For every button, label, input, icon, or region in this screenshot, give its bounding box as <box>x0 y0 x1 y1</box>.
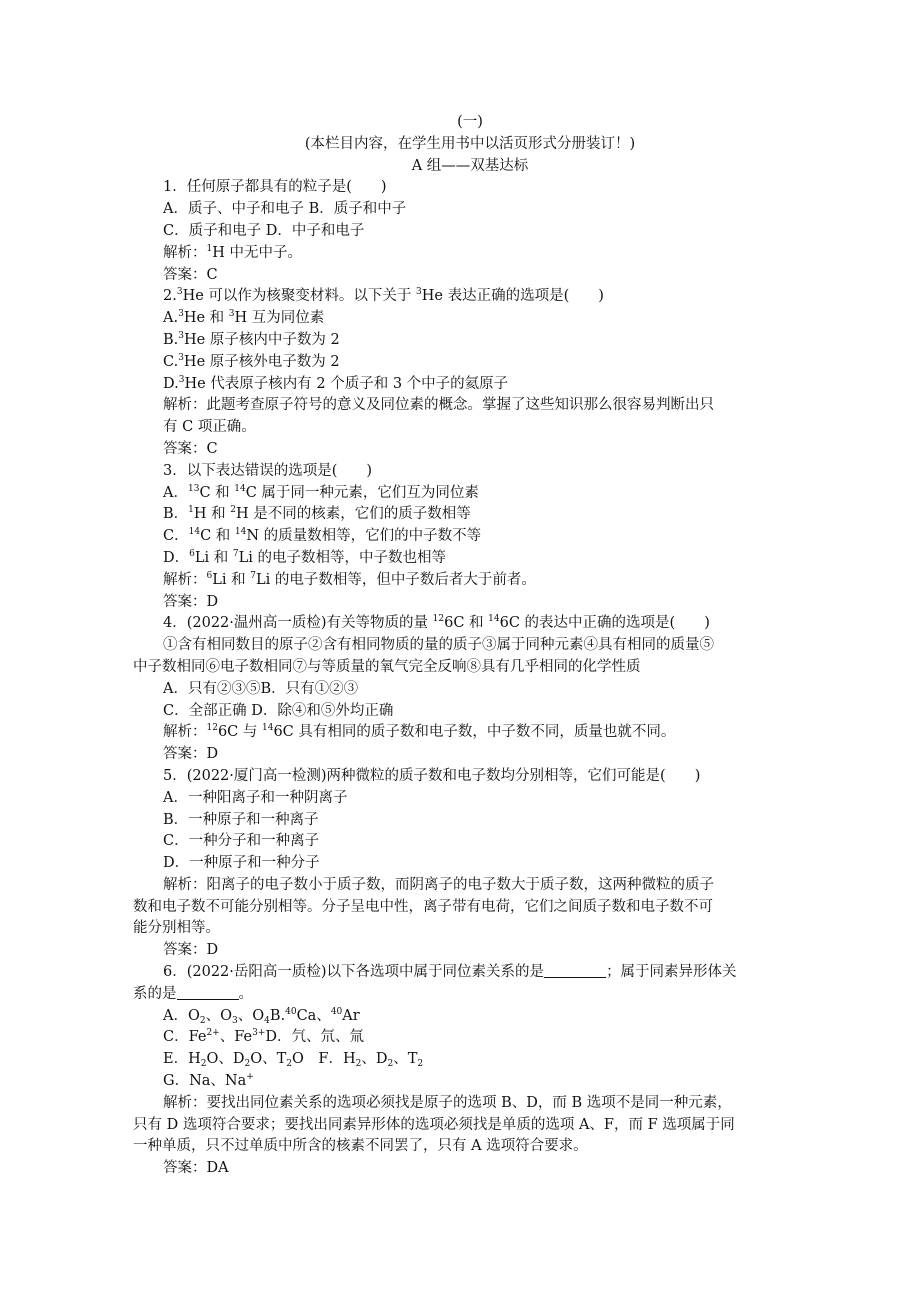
subscript: 2 <box>199 1015 206 1026</box>
text-segment: 答案：C <box>163 440 218 457</box>
superscript: 12 <box>206 723 218 734</box>
text-segment: 解析： <box>163 724 207 741</box>
text-segment: He 代表原子核内有 2 个质子和 3 个中子的氦原子 <box>184 375 509 392</box>
text-segment: 一种单质，只不过单质中所含的核素不同罢了，只有 A 选项符合要求。 <box>133 1138 588 1155</box>
superscript: 12 <box>432 614 445 625</box>
text-segment: (本栏目内容，在学生用书中以活页形式分册装订！) <box>304 135 636 152</box>
document-page <box>0 112 920 1180</box>
superscript: 13 <box>187 483 200 494</box>
superscript: 40 <box>330 1006 343 1017</box>
text-segment: Ca、 <box>296 1007 331 1024</box>
text-segment: H 互为同位素 <box>234 310 325 327</box>
text-line <box>0 1049 920 1071</box>
text-segment: 6C 与 <box>217 724 262 741</box>
text-line <box>0 221 920 243</box>
text-line <box>0 613 920 635</box>
text-line <box>0 286 920 308</box>
text-segment: 。 <box>238 985 253 1002</box>
superscript: + <box>246 1072 254 1083</box>
text-segment: 、T <box>393 1051 418 1068</box>
text-line <box>0 766 920 788</box>
text-line <box>0 897 920 919</box>
text-segment: 解析： <box>163 571 207 588</box>
text-segment: C． <box>163 528 189 545</box>
text-segment: O、T <box>250 1051 287 1068</box>
text-line <box>0 1136 920 1158</box>
text-line <box>0 374 920 396</box>
text-line <box>0 526 920 548</box>
text-line <box>0 984 920 1006</box>
text-line <box>0 679 920 701</box>
text-line <box>0 744 920 766</box>
text-segment: 答案：C <box>163 266 218 283</box>
superscript: 14 <box>488 614 500 625</box>
superscript: 6 <box>189 548 195 559</box>
text-segment: B． <box>163 506 189 523</box>
superscript: 1 <box>188 505 194 516</box>
text-line <box>0 265 920 287</box>
text-segment: B. <box>163 331 179 348</box>
superscript: 2+ <box>206 1028 220 1039</box>
answer-blank <box>544 963 606 978</box>
text-line <box>0 701 920 723</box>
text-line <box>0 853 920 875</box>
text-line <box>0 177 920 199</box>
text-line <box>0 940 920 962</box>
text-line <box>0 635 920 657</box>
subscript: 3 <box>231 1015 238 1026</box>
superscript: 3 <box>228 309 235 320</box>
answer-blank <box>177 985 239 1000</box>
text-segment: C．全部正确 D．除④和⑤外均正确 <box>163 702 394 719</box>
text-segment: C．质子和电子 D．中子和电子 <box>163 222 365 239</box>
subscript: 2 <box>286 1059 293 1070</box>
text-segment: C 属于同一种元素，它们互为同位素 <box>245 484 479 501</box>
text-segment: H 中无中子。 <box>212 244 302 261</box>
text-segment: A． <box>163 484 188 501</box>
text-segment: E．H <box>163 1051 201 1068</box>
superscript: 3 <box>178 352 184 363</box>
text-segment: 解析：要找出同位素关系的选项必须找是原子的选项 B、D，而 B 选项不是同一种元素， <box>163 1094 732 1111</box>
text-line <box>0 417 920 439</box>
text-line <box>0 1115 920 1137</box>
text-segment: 中子数相同⑥电子数相同⑦与等质量的氧气完全反响⑧具有几乎相同的化学性质 <box>133 658 641 675</box>
text-segment: Li 的电子数相等，中子数也相等 <box>238 549 446 566</box>
text-segment: H 是不同的核素，它们的质子数相等 <box>236 506 471 523</box>
text-line <box>0 308 920 330</box>
text-line <box>0 1093 920 1115</box>
text-line <box>0 483 920 505</box>
text-line <box>0 831 920 853</box>
superscript: 40 <box>285 1006 297 1017</box>
superscript: 7 <box>250 570 256 581</box>
text-line <box>0 657 920 679</box>
text-line <box>0 395 920 417</box>
text-segment: H 和 <box>193 506 231 523</box>
text-line <box>0 1006 920 1028</box>
text-line <box>0 875 920 897</box>
text-line <box>0 722 920 744</box>
text-segment: 6C 的表达中正确的选项是( ) <box>499 615 710 632</box>
text-segment: D． <box>163 549 190 566</box>
text-segment: A. <box>163 310 179 327</box>
text-segment: C. <box>163 353 179 370</box>
text-segment: 、Fe <box>219 1029 253 1046</box>
text-segment: He 原子核外电子数为 2 <box>183 353 340 370</box>
text-segment: 、O <box>237 1007 265 1024</box>
text-segment: ；属于同素异形体关 <box>606 964 737 981</box>
text-segment: A．只有②③⑤B．只有①②③ <box>163 680 359 697</box>
text-segment: (一) <box>457 114 483 130</box>
superscript: 6 <box>206 570 213 581</box>
text-segment: 、D <box>361 1051 388 1068</box>
text-line <box>0 810 920 832</box>
superscript: 2 <box>230 505 236 516</box>
superscript: 14 <box>234 527 247 538</box>
text-segment: A．质子、中子和电子 B．质子和中子 <box>163 201 407 218</box>
heading-line <box>0 112 920 134</box>
text-segment: A 组——双基达标 <box>411 157 529 174</box>
text-segment: C 和 <box>199 484 235 501</box>
superscript: 14 <box>262 723 274 734</box>
text-segment: 解析：阳离子的电子数小于质子数，而阴离子的电子数大于质子数，这两种微粒的质子 <box>163 876 714 893</box>
subscript: 4 <box>264 1015 270 1026</box>
text-segment: 3．以下表达错误的选项是( ) <box>163 462 373 479</box>
text-segment: ①含有相同数目的原子②含有相同物质的量的质子③属于同种元素④具有相同的质量⑤ <box>163 637 714 654</box>
superscript: 3+ <box>252 1028 266 1039</box>
text-segment: D．氕、氘、氚 <box>265 1029 364 1046</box>
text-segment: Li 和 <box>212 571 251 588</box>
text-segment: He 原子核内中子数为 2 <box>184 331 340 348</box>
text-line <box>0 330 920 352</box>
text-segment: He 和 <box>183 310 229 327</box>
text-segment: O F．H <box>292 1051 356 1068</box>
text-line <box>0 504 920 526</box>
text-segment: 4．(2022·温州高一质检)有关等物质的量 <box>163 615 433 632</box>
text-segment: N 的质量数相等，它们的中子数不等 <box>246 528 482 545</box>
text-line <box>0 1071 920 1093</box>
text-line <box>0 461 920 483</box>
text-line <box>0 592 920 614</box>
heading-line <box>0 134 920 156</box>
text-segment: 答案：D <box>163 942 219 959</box>
text-segment: 只有 D 选项符合要求；要找出同素异形体的选项必须找是单质的选项 A、F，而 F 选项属于同 <box>133 1116 735 1133</box>
subscript: 2 <box>355 1059 362 1070</box>
text-segment: 2. <box>163 288 177 305</box>
superscript: 3 <box>416 287 422 298</box>
text-line <box>0 243 920 265</box>
heading-line <box>0 156 920 178</box>
text-segment: 数和电子数不可能分别相等。分子呈电中性，离子带有电荷，它们之间质子数和电子数不可 <box>133 898 713 915</box>
superscript: 3 <box>178 330 184 341</box>
text-line <box>0 548 920 570</box>
text-segment: G．Na、Na <box>163 1073 247 1090</box>
text-segment: Ar <box>342 1007 360 1024</box>
text-segment: 能分别相等。 <box>133 920 220 937</box>
text-segment: 6C 和 <box>444 615 489 632</box>
text-segment: Li 的电子数相等，但中子数后者大于前者。 <box>255 571 536 588</box>
text-segment: A．O <box>163 1007 200 1024</box>
text-segment: Li 和 <box>194 549 233 566</box>
text-line <box>0 570 920 592</box>
text-line <box>0 1027 920 1049</box>
text-segment: D. <box>163 375 179 392</box>
subscript: 2 <box>387 1059 394 1070</box>
subscript: 2 <box>244 1059 251 1070</box>
text-segment: 答案：D <box>163 593 219 610</box>
text-segment: O、D <box>206 1051 245 1068</box>
text-segment: 答案：D <box>163 746 219 763</box>
text-line <box>0 1158 920 1180</box>
text-segment: 6C 具有相同的质子数和电子数，中子数不同，质量也就不同。 <box>273 724 676 741</box>
text-line <box>0 352 920 374</box>
text-segment: C．Fe <box>163 1029 207 1046</box>
subscript: 2 <box>200 1059 207 1070</box>
superscript: 3 <box>178 374 185 385</box>
text-segment: C．一种分子和一种离子 <box>163 833 320 850</box>
text-segment: 有 C 项正确。 <box>163 419 256 436</box>
text-line <box>0 788 920 810</box>
text-line <box>0 439 920 461</box>
superscript: 3 <box>176 287 183 298</box>
text-segment: C 和 <box>200 528 235 545</box>
superscript: 7 <box>232 548 239 559</box>
text-segment: 5．(2022·厦门高一检测)两种微粒的质子数和电子数均分别相等，它们可能是( ) <box>163 767 701 784</box>
text-line <box>0 918 920 940</box>
text-segment: A．一种阳离子和一种阴离子 <box>163 789 348 806</box>
superscript: 3 <box>178 309 184 320</box>
text-segment: 6．(2022·岳阳高一质检)以下各选项中属于同位素关系的是 <box>163 964 545 981</box>
text-segment: 解析： <box>163 244 207 261</box>
text-line <box>0 199 920 221</box>
text-line <box>0 962 920 984</box>
superscript: 14 <box>234 483 246 494</box>
text-segment: D．一种原子和一种分子 <box>163 855 320 872</box>
text-segment: B. <box>269 1007 286 1024</box>
text-segment: 答案：DA <box>163 1160 229 1177</box>
text-segment: He 可以作为核聚变材料。以下关于 <box>182 288 417 305</box>
text-segment: B．一种原子和一种离子 <box>163 811 319 828</box>
text-segment: 系的是 <box>133 985 177 1002</box>
text-segment: 1．任何原子都具有的粒子是( ) <box>163 179 387 196</box>
superscript: 1 <box>206 243 213 254</box>
text-segment: 、O <box>205 1007 232 1024</box>
subscript: 2 <box>417 1059 424 1070</box>
text-segment: 解析：此题考查原子符号的意义及同位素的概念。掌握了这些知识那么很容易判断出只 <box>163 397 714 414</box>
text-segment: He 表达正确的选项是( ) <box>421 288 604 305</box>
superscript: 14 <box>188 527 201 538</box>
